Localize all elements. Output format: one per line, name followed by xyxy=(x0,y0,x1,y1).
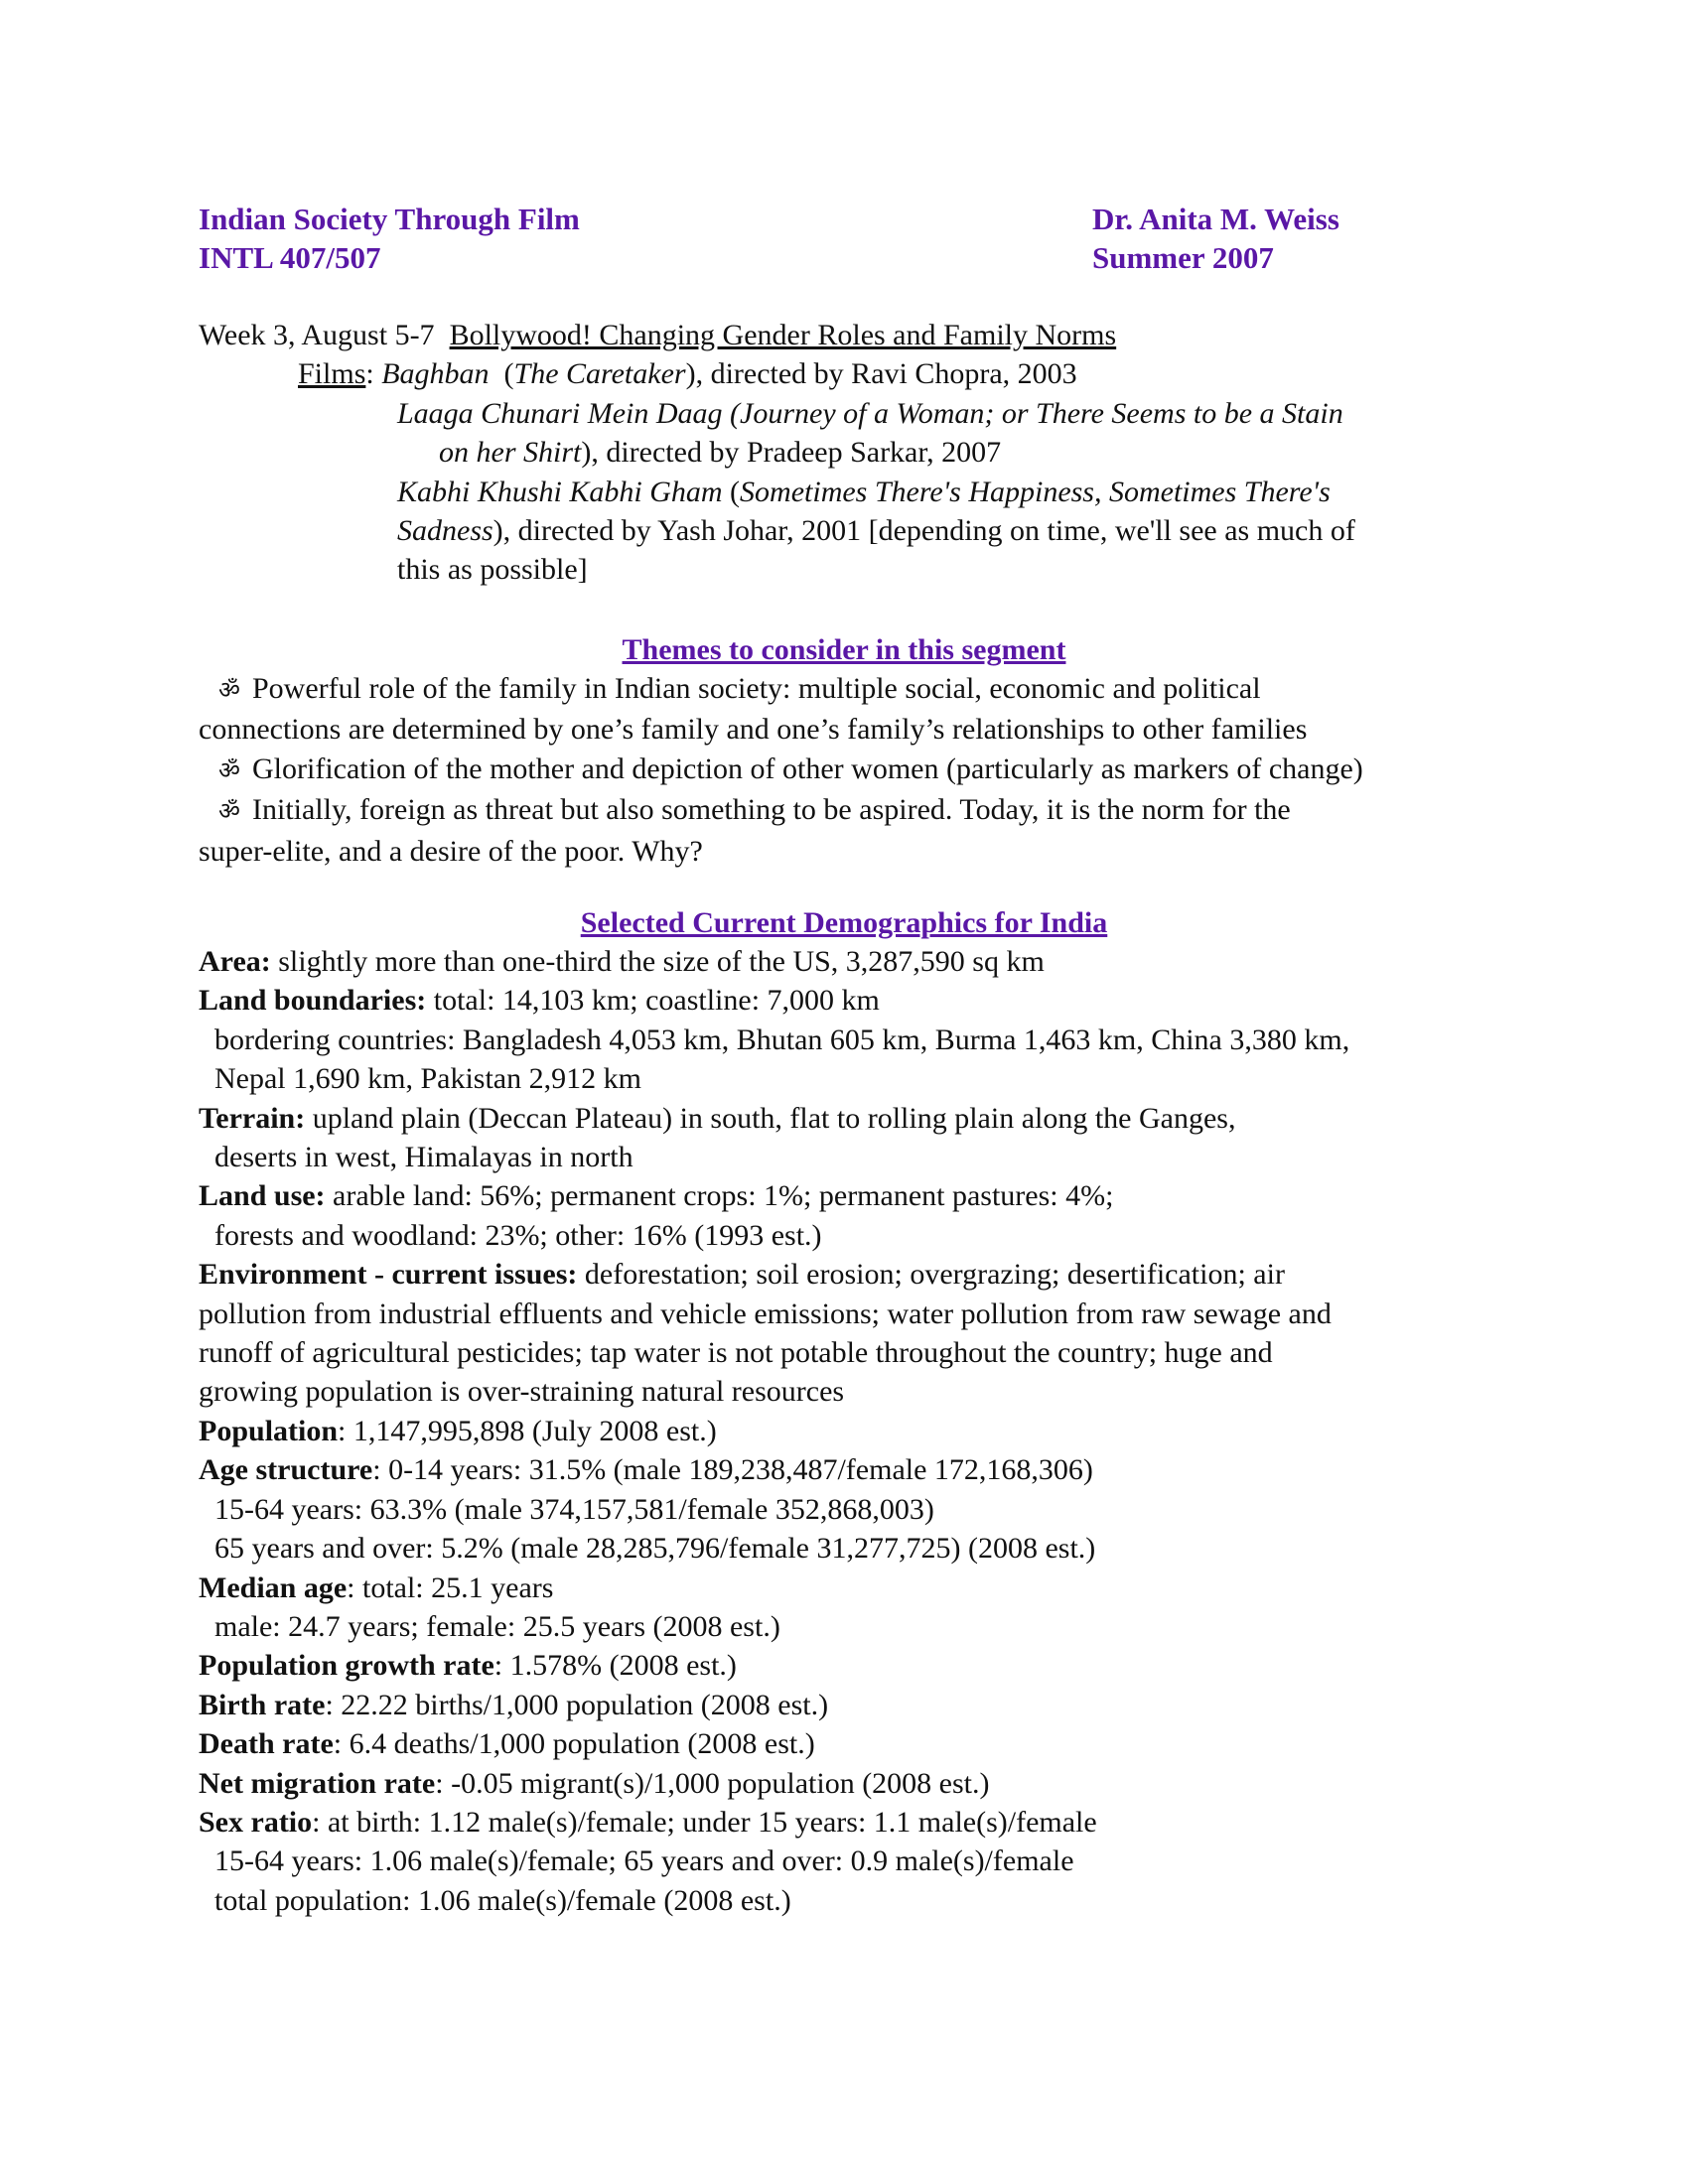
theme-item-cont: super-elite, and a desire of the poor. Why? xyxy=(199,834,703,868)
demo-terrain: Terrain: upland plain (Deccan Plateau) in south, flat to rolling plain along the Ganges, xyxy=(199,1101,1236,1135)
demo-age-structure: Age structure: 0-14 years: 31.5% (male 189,238,487/female 172,168,306) xyxy=(199,1453,1093,1487)
demo-sex-ratio: Sex ratio: at birth: 1.12 male(s)/female; under 15 years: 1.1 male(s)/female xyxy=(199,1805,1097,1839)
demo-median-age: Median age: total: 25.1 years xyxy=(199,1570,554,1604)
film-translation-cont: on her Shirt xyxy=(439,436,582,470)
film-translation: The Caretaker xyxy=(513,357,686,391)
demographics-title: Selected Current Demographics for India xyxy=(580,906,1108,939)
instructor-name: Dr. Anita M. Weiss xyxy=(1092,202,1339,236)
film-credit: directed by Yash Johar, 2001 [depending on time, we'll see as much of xyxy=(517,514,1355,548)
om-bullet-icon: ॐ xyxy=(218,755,240,784)
film-3: Kabhi Khushi Kabhi Gham (Sometimes There's Happiness, Sometimes There's xyxy=(397,475,1331,508)
demo-birth-rate: Birth rate: 22.22 births/1,000 population (2008 est.) xyxy=(199,1688,829,1721)
theme-item: ॐ Initially, foreign as threat but also something to be aspired. Today, it is the norm for the xyxy=(199,790,1489,831)
term: Summer 2007 xyxy=(1092,240,1274,275)
course-title: Indian Society Through Film xyxy=(199,202,580,236)
theme-item: ॐ Powerful role of the family in Indian society: multiple social, economic and political xyxy=(199,669,1489,710)
films-label: Films xyxy=(298,357,366,391)
demo-area: Area: slightly more than one-third the size of the US, 3,287,590 sq km xyxy=(199,945,1045,978)
film-3-cont: Sadness), directed by Yash Johar, 2001 [depending on time, we'll see as much of xyxy=(397,514,1355,548)
demo-population: Population: 1,147,995,898 (July 2008 est.) xyxy=(199,1414,717,1447)
demo-net-migration: Net migration rate: -0.05 migrant(s)/1,000 population (2008 est.) xyxy=(199,1766,990,1800)
course-code: INTL 407/507 xyxy=(199,240,381,275)
week-title: Bollywood! Changing Gender Roles and Family Norms xyxy=(449,319,1117,351)
demographics-list: Area: slightly more than one-third the size of the US, 3,287,590 sq km Land boundaries: total: 14,103 km; coastline: 7,000 km bordering countries: Bangladesh 4,053 km, Bhutan 605 km, Burma 1,463 km, China 3,380 km, Nepal 1,690 km, Pakistan 2,912 km Terrain: upland plain (Deccan Plateau) in south, flat to rolling plain along the Ganges, deserts in west, Himalayas in north Land use: arable land: 56%; permanent crops: 1%; permanent pastures: 4%; forests and woodland: 23%; other: 16% (1993 est.) Environment - current issues: deforestation; soil erosion; overgrazing; desertification; air pollution from industrial effluents and vehicle emissions; water pollution from raw sewage and runoff of agricultural pesticides; tap water is not potable throughout the country; huge and growing population is over-straining natural resources Population: 1,147,995,898 (July 2008 est.) Age structure: 0-14 years: 31.5% (male 189,238,487/female 172,168,306) 15-64 years: 63.3% (male 374,157,581/female 352,868,003) 65 years and over: 5.2% (male 28,285,796/female 31,277,725) (2008 est.) Median age: total: 25.1 years male: 24.7 years; female: 25.5 years (2008 est.) Population growth rate: 1.578% (2008 est.) Birth rate: 22.22 births/1,000 population (2008 est.) Death rate: 6.4 deaths/1,000 population (2008 est.) Net migration rate: -0.05 migrant(s)/1,000 population (2008 est.) Sex ratio: at birth: 1.12 male(s)/female; under 15 years: 1.1 male(s)/female 15-64 years: 1.06 male(s)/female; 65 years and over: 0.9 male(s)/female total population: 1.06 male(s)/female (2008 est.) xyxy=(199,942,1489,1920)
film-title: Laaga Chunari Mein Daag xyxy=(397,396,723,430)
header-right xyxy=(1092,200,1339,277)
film-translation: Journey of a Woman; or There Seems to be a Stain xyxy=(740,396,1343,430)
week-section xyxy=(199,316,1489,590)
film-title: Baghban xyxy=(381,357,490,391)
header-left xyxy=(199,200,580,277)
film-credit: directed by Pradeep Sarkar, 2007 xyxy=(606,436,1002,470)
film-2-cont: on her Shirt), directed by Pradeep Sarkar, 2007 xyxy=(439,436,1002,470)
demo-death-rate: Death rate: 6.4 deaths/1,000 population (2008 est.) xyxy=(199,1727,815,1761)
themes-list xyxy=(199,669,1489,871)
demo-growth-rate: Population growth rate: 1.578% (2008 est.) xyxy=(199,1649,737,1683)
film-credit: directed by Ravi Chopra, 2003 xyxy=(710,357,1077,391)
film-2: Laaga Chunari Mein Daag (Journey of a Woman; or There Seems to be a Stain xyxy=(397,396,1343,430)
om-bullet-icon: ॐ xyxy=(218,676,240,704)
film-translation: Sometimes There's Happiness, Sometimes There's xyxy=(740,475,1331,508)
demo-environment: Environment - current issues: deforestation; soil erosion; overgrazing; desertification; air xyxy=(199,1258,1285,1292)
demo-land-use: Land use: arable land: 56%; permanent crops: 1%; permanent pastures: 4%; xyxy=(199,1179,1114,1213)
film-title: Kabhi Khushi Kabhi Gham xyxy=(397,475,723,508)
demo-land-boundaries: Land boundaries: total: 14,103 km; coastline: 7,000 km xyxy=(199,984,880,1018)
theme-item-cont: connections are determined by one’s family and one’s family’s relationships to other families xyxy=(199,713,1308,747)
week-label: Week 3, August 5-7 xyxy=(199,319,435,351)
theme-item: ॐ Glorification of the mother and depiction of other women (particularly as markers of change) xyxy=(199,750,1489,790)
film-1: Films: Baghban (The Caretaker), directed by Ravi Chopra, 2003 xyxy=(298,357,1077,391)
om-bullet-icon: ॐ xyxy=(218,797,240,826)
film-credit-cont: this as possible] xyxy=(397,553,588,587)
film-3-cont2 xyxy=(199,550,1489,589)
week-heading xyxy=(199,316,1489,354)
film-translation-cont: Sadness xyxy=(397,514,493,548)
themes-title: Themes to consider in this segment xyxy=(622,633,1066,666)
